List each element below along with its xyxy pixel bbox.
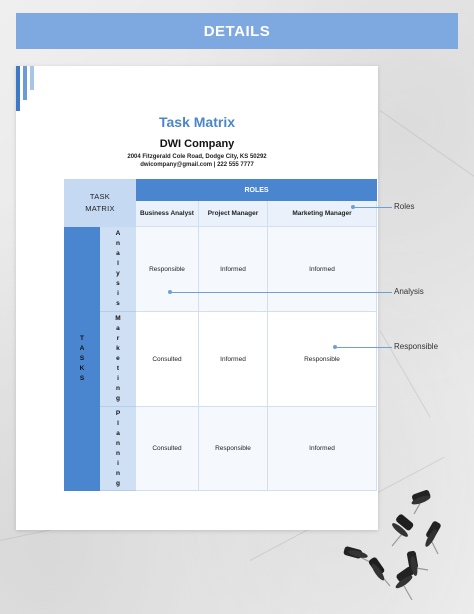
vertical-letter: a (116, 250, 120, 257)
cell-value: Informed (220, 265, 246, 273)
vertical-letter: l (117, 419, 119, 427)
vertical-letter: S (79, 375, 85, 382)
vertical-letter: i (117, 290, 119, 297)
roles-header (136, 179, 377, 201)
callout-roles: Roles (394, 202, 415, 211)
cell-value: Informed (309, 265, 335, 273)
vertical-letter: t (116, 365, 120, 372)
matrix-cell (136, 227, 199, 312)
cell-value: Responsible (149, 265, 185, 273)
pushpin-icon (394, 566, 415, 600)
pushpin-icon (343, 546, 370, 562)
pushpin-icon (423, 520, 441, 554)
corner-label-line2: MATRIX (85, 204, 115, 213)
cell-value: Informed (220, 355, 246, 363)
task-name-cell (100, 407, 136, 491)
vertical-letter: e (116, 355, 120, 362)
task-name-label (115, 314, 120, 404)
cell-value: Responsible (304, 355, 340, 363)
task-name-cell (100, 227, 136, 312)
role-column-header (136, 201, 199, 227)
vertical-letter: n (116, 240, 120, 247)
decor-stripe (16, 66, 20, 111)
cell-value: Consulted (152, 445, 182, 452)
callout-responsible: Responsible (394, 342, 439, 351)
vertical-letter: n (116, 385, 120, 392)
corner-label-line1: TASK (89, 192, 111, 201)
callout-analysis: Analysis (394, 287, 424, 296)
matrix-cell (199, 312, 268, 407)
vertical-letter: k (116, 345, 120, 352)
vertical-letter: n (116, 449, 120, 457)
decor-stripe (30, 66, 34, 90)
vertical-letter: M (115, 315, 121, 322)
vertical-letter: P (115, 409, 121, 417)
vertical-letter: n (116, 439, 120, 447)
vertical-letter: K (79, 365, 85, 372)
task-matrix-corner (64, 179, 136, 227)
callout-line (355, 207, 392, 208)
role-column-header (199, 201, 268, 227)
decor-stripe (23, 66, 27, 100)
matrix-cell (268, 407, 377, 491)
vertical-letter: i (117, 459, 119, 467)
vertical-letter: y (116, 270, 120, 277)
matrix-cell (268, 312, 377, 407)
tasks-vertical-label (80, 334, 85, 384)
task-name-cell (100, 312, 136, 407)
matrix-cell (199, 227, 268, 312)
details-header-bar (16, 13, 458, 49)
callout-line (172, 292, 392, 293)
vertical-letter: l (117, 260, 119, 267)
company-contact: dwicompany@gmail.com | 222 555 7777 (140, 162, 254, 168)
vertical-letter: A (115, 230, 121, 237)
vertical-letter: s (116, 280, 120, 287)
matrix-cell (136, 407, 199, 491)
company-address: 2004 Fitzgerald Cole Road, Dodge City, KS 50292 (127, 154, 267, 160)
role-column-header (268, 201, 377, 227)
pushpin-icon (390, 513, 414, 546)
document-title: Task Matrix (159, 114, 235, 130)
vertical-letter: g (116, 479, 120, 487)
pushpins-decoration (340, 490, 474, 614)
marble-vein (380, 110, 474, 180)
matrix-cell (199, 407, 268, 491)
document-page (16, 66, 378, 530)
vertical-letter: s (116, 300, 120, 307)
vertical-letter: i (117, 375, 119, 382)
roles-header-label: ROLES (244, 186, 269, 194)
vertical-letter: n (116, 469, 120, 477)
role-label: Project Manager (207, 210, 259, 217)
cell-value: Responsible (215, 445, 251, 452)
vertical-letter: r (116, 335, 120, 342)
vertical-letter: a (116, 325, 120, 332)
header-title: DETAILS (203, 22, 271, 40)
cell-value: Consulted (152, 355, 182, 363)
matrix-cell (268, 227, 377, 312)
vertical-letter: T (80, 335, 84, 342)
matrix-cell (136, 312, 199, 407)
task-name-label (116, 229, 121, 309)
task-name-label (116, 409, 120, 489)
vertical-letter: g (116, 395, 120, 402)
tasks-side-header (64, 227, 100, 491)
vertical-letter: S (79, 355, 85, 362)
company-name: DWI Company (159, 138, 235, 150)
vertical-letter: a (116, 429, 120, 437)
callout-line (337, 347, 392, 348)
role-label: Business Analyst (140, 210, 194, 217)
pushpin-icon (411, 490, 432, 514)
vertical-letter: A (79, 345, 85, 352)
role-label: Marketing Manager (292, 210, 352, 217)
cell-value: Informed (309, 445, 335, 452)
pushpin-icon (368, 556, 390, 586)
